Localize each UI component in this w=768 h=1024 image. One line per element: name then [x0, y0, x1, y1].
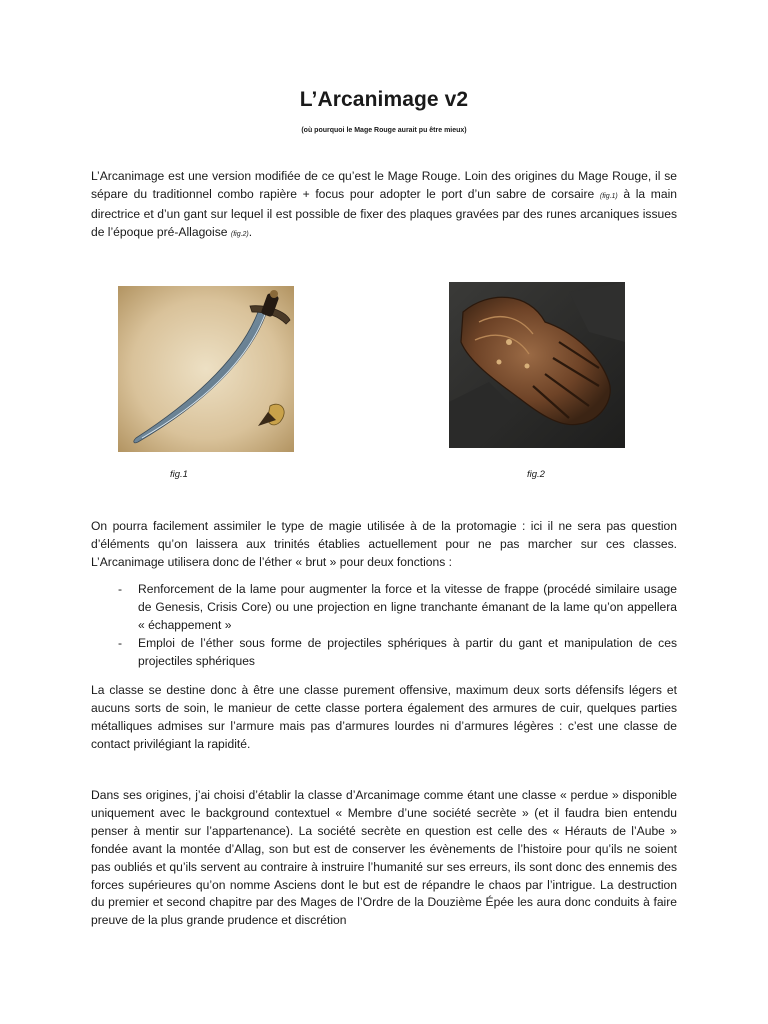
- saber-image: [118, 286, 294, 452]
- page-subtitle: (où pourquoi le Mage Rouge aurait pu être mieux): [301, 127, 467, 134]
- paragraph-protomagie: On pourra facilement assimiler le type de magie utilisée à de la protomagie : ici il ne sera pas question d’éléments qu’on laissera aux trinités établies actuellement pour ne pas marcher sur ces classes. L’Arcanimage utilisera donc de l’éther « brut » pour deux fonctions :: [91, 519, 677, 569]
- intro-paragraph: [91, 168, 677, 244]
- list-item: [91, 581, 677, 635]
- figure-2-caption: fig.2: [527, 469, 545, 480]
- page-title: L’Arcanimage v2: [299, 88, 469, 111]
- list-item-text: Renforcement de la lame pour augmenter la force et la vitesse de frappe (procédé similaire usage de Genesis, Crisis Core) ou une projection en ligne tranchante émanant de la lame qu’on appellera « échappement »: [138, 582, 677, 632]
- list-dash: -: [118, 582, 123, 596]
- gauntlet-image: [449, 282, 625, 448]
- intro-text-3: .: [248, 224, 253, 239]
- paragraph-origins: Dans ses origines, j’ai choisi d’établir la classe d’Arcanimage comme étant une classe « perdue » disponible uniquement avec le background contextuel « Membre d’une société secrète » (et il faudra bien entendu penser à mentir sur l’appartenance). La société secrète en question est celle des « Hérauts de l’Aube » fondée avant la montée d’Allag, son but est de conserver les évènements de l’histoire pour qu’ils ne soient pas oubliés et qu’ils servent au contraire à instruire l’humanité sur ses erreurs, ils sont donc des ennemis des forces supérieures qu’on nomme Asciens dont le but est de répandre le chaos par l’intrigue. La destruction du premier et second chapitre par des Mages de l’Ordre de la Douzième Épée les aura donc conduits à faire preuve de la plus grande prudence et discrétion: [91, 788, 677, 928]
- intro-text-2: à la main directrice et d’un gant sur lequel il est possible de fixer des plaques gravées par des runes arcaniques issues de l’époque pré-Allagoise: [91, 186, 677, 239]
- figure-ref-2: (fig.2): [230, 230, 249, 238]
- functions-list: [91, 581, 677, 671]
- figure-1-caption: fig.1: [170, 469, 188, 480]
- list-dash: -: [118, 635, 123, 650]
- list-item: [91, 635, 677, 671]
- paragraph-class-role: La classe se destine donc à être une classe purement offensive, maximum deux sorts défensifs légers et aucuns sorts de soin, le manieur de cette classe portera également des armures de cuir, quelques parties métalliques admises sur l’armure mais pas d’armures lourdes ni d’armures légères : c’est une classe de contact privilégiant la rapidité.: [91, 683, 677, 751]
- figure-ref-1: (fig.1): [599, 192, 618, 200]
- intro-text-1: L’Arcanimage est une version modifiée de ce qu’est le Mage Rouge. Loin des origines du Mage Rouge, il se sépare du traditionnel combo rapière + focus pour adopter le port d’un sabre de corsaire: [91, 169, 677, 201]
- list-item-text: Emploi de l’éther sous forme de projectiles sphériques à partir du gant et manipulation de ces projectiles sphériques: [138, 635, 677, 668]
